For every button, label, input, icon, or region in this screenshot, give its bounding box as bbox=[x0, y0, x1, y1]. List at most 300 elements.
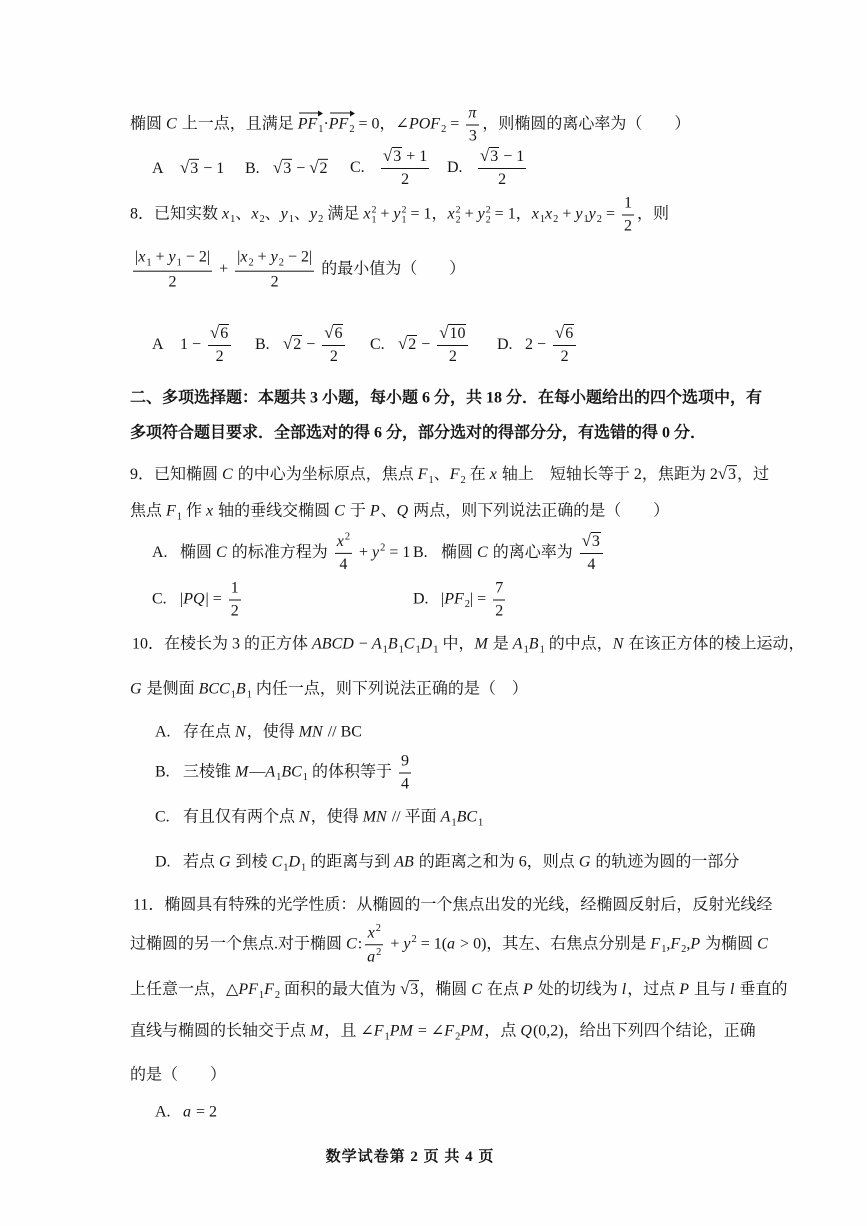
text-run: 2 bbox=[319, 159, 328, 177]
superscript: 2 bbox=[380, 542, 386, 554]
text-run: 的是（ ） bbox=[130, 1066, 227, 1084]
text-run: = 2 bbox=[192, 1103, 218, 1121]
text-run: | bbox=[135, 248, 139, 266]
variable-symbol: AB bbox=[394, 853, 414, 871]
question-8-option-d bbox=[497, 323, 579, 367]
text-run: 是 bbox=[488, 635, 513, 653]
math-variable bbox=[545, 205, 559, 226]
fraction-denominator bbox=[622, 216, 634, 237]
text-run: 9 bbox=[401, 752, 409, 770]
option-expression bbox=[183, 1103, 217, 1120]
fraction-denominator bbox=[437, 346, 468, 367]
question-10-stem-line-2 bbox=[130, 678, 528, 703]
text-run: 的离心率为 bbox=[488, 543, 577, 561]
text-run: ，则椭圆的离心率为（ ） bbox=[482, 115, 691, 133]
option-expression bbox=[525, 323, 579, 365]
math-variable bbox=[394, 854, 415, 871]
text-run: 焦点 bbox=[130, 502, 167, 520]
subscript: 1 bbox=[384, 1031, 390, 1043]
variable-symbol: x bbox=[336, 533, 344, 551]
subscript: 2 bbox=[349, 124, 355, 136]
fraction-denominator bbox=[235, 271, 314, 292]
math-variable bbox=[310, 205, 324, 226]
variable-symbol: x bbox=[363, 205, 371, 223]
text-run: | bbox=[441, 590, 445, 608]
text-run: 7 bbox=[495, 579, 504, 597]
variable-symbol: x bbox=[240, 248, 248, 266]
subscript: 2 bbox=[485, 214, 491, 226]
variable-symbol: F bbox=[444, 1022, 455, 1040]
text-run: + bbox=[460, 205, 478, 223]
radicand bbox=[407, 335, 417, 353]
option-label: C. bbox=[350, 158, 365, 176]
subscript: 1 bbox=[230, 689, 236, 701]
subscript: 1 bbox=[523, 644, 529, 656]
subscript: 1 bbox=[276, 772, 282, 784]
fraction-numerator bbox=[381, 146, 429, 169]
text-run: = 1， bbox=[490, 205, 532, 223]
radicand bbox=[591, 532, 601, 550]
math-variable bbox=[690, 936, 701, 953]
subscript: 1 bbox=[583, 214, 589, 226]
text-run: 在点 bbox=[482, 981, 523, 999]
math-variable bbox=[447, 936, 456, 953]
square-root bbox=[400, 981, 419, 998]
text-run: 1 bbox=[230, 579, 239, 597]
subscript: 1 bbox=[539, 644, 545, 656]
radicand bbox=[448, 324, 466, 342]
text-run: 9．已知椭圆 bbox=[130, 466, 223, 484]
fraction-numerator bbox=[335, 531, 352, 554]
square-root bbox=[283, 333, 302, 353]
math-variable bbox=[449, 466, 466, 486]
radical-sign: √ bbox=[398, 333, 408, 353]
variable-symbol: F bbox=[650, 935, 661, 953]
text-run: 4 bbox=[401, 775, 409, 793]
math-variable bbox=[444, 590, 470, 611]
variable-symbol: M bbox=[474, 635, 488, 653]
variable-symbol: ABCD bbox=[312, 635, 354, 653]
radical-sign: √ bbox=[581, 531, 591, 550]
math-variable bbox=[168, 248, 182, 269]
superscript: 2 bbox=[485, 204, 491, 216]
subscript: 1 bbox=[398, 644, 404, 656]
text-run: 、 bbox=[380, 502, 397, 520]
fraction bbox=[322, 323, 345, 367]
math-variable bbox=[490, 466, 498, 483]
text-run: > 0)，其左、右焦点分别是 bbox=[456, 935, 651, 953]
text-run: , bbox=[686, 935, 691, 953]
square-root bbox=[439, 325, 466, 342]
text-run: // BC bbox=[323, 723, 362, 741]
text-run: 6 bbox=[220, 325, 229, 342]
question-9-option-d bbox=[413, 579, 508, 622]
fraction bbox=[493, 579, 505, 622]
variable-symbol: y bbox=[403, 935, 411, 953]
text-run: ，使得 bbox=[246, 723, 299, 741]
superscript: 2 bbox=[371, 204, 377, 216]
fraction-denominator bbox=[208, 346, 231, 367]
radical-sign: √ bbox=[555, 323, 565, 342]
math-variable bbox=[447, 204, 461, 226]
vector bbox=[329, 110, 355, 137]
question-11-stem-line-5 bbox=[130, 1063, 226, 1086]
subscript: 2 bbox=[278, 257, 284, 269]
text-run: | bbox=[237, 248, 241, 266]
variable-symbol: F bbox=[373, 1022, 384, 1040]
text-run: = 0，∠ bbox=[354, 115, 409, 133]
math-variable bbox=[403, 635, 421, 656]
text-run: · bbox=[323, 115, 329, 133]
radicand bbox=[564, 324, 574, 342]
variable-symbol: P bbox=[679, 981, 690, 999]
math-variable bbox=[393, 204, 407, 226]
option-label: C. bbox=[155, 808, 170, 826]
math-variable bbox=[477, 544, 489, 561]
math-variable bbox=[334, 503, 346, 520]
question-7-option-c bbox=[350, 146, 432, 190]
radicand bbox=[727, 465, 737, 483]
text-run: ，椭圆 bbox=[419, 981, 472, 999]
square-root bbox=[383, 148, 402, 165]
option-expression bbox=[441, 531, 606, 573]
variable-symbol: PM bbox=[389, 1022, 413, 1040]
variable-symbol: B bbox=[235, 680, 246, 698]
math-variable bbox=[216, 544, 228, 561]
variable-symbol: x bbox=[138, 248, 146, 266]
text-run: 且与 bbox=[690, 981, 731, 999]
fraction-numerator bbox=[365, 922, 383, 945]
math-variable bbox=[372, 544, 385, 561]
text-run: 处的切线为 bbox=[533, 981, 622, 999]
text-run: — bbox=[249, 763, 266, 781]
variable-symbol: y bbox=[588, 205, 596, 223]
option-label: D. bbox=[413, 590, 429, 608]
option-expression bbox=[183, 853, 740, 874]
square-root bbox=[582, 533, 601, 550]
subscript: 1 bbox=[302, 772, 308, 784]
variable-symbol: P bbox=[369, 502, 380, 520]
option-expression bbox=[180, 323, 234, 365]
text-run: + bbox=[355, 543, 373, 561]
math-variable bbox=[166, 502, 182, 523]
variable-symbol: D bbox=[420, 635, 433, 653]
variable-symbol: y bbox=[168, 248, 176, 266]
text-run: = ∠ bbox=[413, 1022, 445, 1040]
fraction-numerator bbox=[229, 579, 241, 601]
subscript: 1 bbox=[401, 214, 407, 226]
question-9-option-a bbox=[152, 531, 410, 575]
text-run: 2 bbox=[560, 348, 569, 365]
text-run: 的中心为坐标原点，焦点 bbox=[233, 466, 418, 484]
question-9-stem-line-1 bbox=[130, 462, 769, 488]
superscript: 2 bbox=[375, 923, 381, 935]
variable-symbol: C bbox=[216, 543, 227, 561]
radicand bbox=[219, 324, 229, 342]
text-run: 2 bbox=[329, 348, 338, 365]
text-run: 、 bbox=[264, 205, 281, 223]
subscript: 1 bbox=[428, 474, 434, 486]
radical-sign: √ bbox=[210, 323, 220, 342]
text-run: 2 − bbox=[525, 335, 551, 353]
question-7-option-d bbox=[447, 146, 529, 190]
math-variable bbox=[474, 636, 488, 653]
variable-symbol: PM bbox=[460, 1022, 484, 1040]
variable-symbol: N bbox=[299, 808, 310, 826]
text-run: − 2| bbox=[283, 248, 313, 266]
question-10-option-c bbox=[155, 806, 483, 831]
radical-sign: √ bbox=[480, 146, 490, 165]
radical-sign: √ bbox=[180, 157, 190, 177]
math-variable bbox=[166, 116, 178, 133]
math-variable bbox=[270, 248, 284, 269]
variable-symbol: C bbox=[334, 502, 345, 520]
subscript: 2 bbox=[274, 989, 281, 1001]
square-root bbox=[324, 325, 343, 342]
subscript: 1 bbox=[318, 124, 324, 136]
radical-sign: √ bbox=[439, 323, 449, 342]
page-footer: 数学试卷第 2 页 共 4 页 bbox=[325, 1149, 495, 1166]
fraction-denominator bbox=[381, 169, 429, 190]
text-run: 2 bbox=[215, 348, 224, 365]
text-run: 3 bbox=[190, 159, 199, 177]
question-10-stem-line-1 bbox=[132, 633, 804, 658]
radicand bbox=[489, 147, 499, 165]
text-run: = 1( bbox=[416, 935, 448, 953]
vector bbox=[298, 110, 324, 137]
text-run: = 1， bbox=[406, 205, 448, 223]
text-run: 2 bbox=[293, 335, 302, 353]
text-run: 过椭圆的另一个焦点.对于椭圆 bbox=[130, 935, 347, 953]
math-variable bbox=[440, 808, 457, 829]
variable-symbol: y bbox=[372, 543, 380, 561]
math-variable bbox=[235, 680, 252, 701]
math-variable bbox=[363, 809, 388, 826]
option-expression bbox=[183, 808, 484, 829]
text-run: 4 bbox=[587, 556, 596, 573]
variable-symbol: C bbox=[403, 635, 415, 653]
variable-symbol: C bbox=[757, 935, 768, 953]
option-label: B. bbox=[155, 763, 170, 781]
math-variable bbox=[222, 466, 234, 483]
variable-symbol: PF bbox=[444, 590, 464, 608]
subscript: 2 bbox=[318, 214, 324, 226]
math-variable bbox=[370, 503, 381, 520]
math-variable bbox=[420, 635, 439, 656]
subscript: 2 bbox=[460, 474, 466, 486]
subscript: 1 bbox=[146, 257, 152, 269]
variable-symbol: BC bbox=[281, 763, 302, 781]
fraction-denominator bbox=[466, 126, 479, 147]
question-11-stem-line-1 bbox=[133, 893, 772, 916]
text-run: ，过 bbox=[737, 466, 770, 484]
radicand bbox=[392, 147, 402, 165]
square-root bbox=[555, 325, 574, 342]
math-variable bbox=[670, 935, 687, 956]
variable-symbol: l bbox=[621, 981, 627, 999]
math-variable bbox=[588, 205, 602, 226]
math-variable bbox=[390, 1023, 414, 1040]
fraction bbox=[133, 248, 212, 293]
variable-symbol: F bbox=[166, 502, 176, 520]
question-8-stem-line-1 bbox=[130, 194, 669, 237]
text-run: − bbox=[354, 635, 372, 653]
question-11-stem-line-3 bbox=[130, 977, 788, 1003]
fraction bbox=[335, 531, 352, 575]
fraction-denominator bbox=[365, 946, 383, 968]
subscript: 1 bbox=[258, 989, 265, 1001]
superscript: 2 bbox=[411, 934, 417, 946]
variable-symbol: Q bbox=[520, 1022, 532, 1040]
math-variable bbox=[387, 635, 404, 656]
fraction-denominator bbox=[229, 601, 241, 622]
text-run: 3 bbox=[283, 159, 292, 177]
text-run: 满足 bbox=[323, 205, 364, 223]
radical-sign: √ bbox=[400, 979, 410, 999]
math-variable bbox=[367, 949, 381, 966]
math-variable bbox=[183, 1103, 192, 1120]
option-label: A. bbox=[155, 1103, 171, 1121]
text-run: 6 bbox=[334, 325, 343, 342]
variable-symbol: x bbox=[222, 205, 230, 223]
math-variable bbox=[281, 763, 308, 784]
text-run: , bbox=[666, 935, 671, 953]
variable-symbol: D bbox=[288, 853, 301, 871]
math-variable bbox=[183, 591, 205, 608]
variable-symbol: N bbox=[235, 723, 246, 741]
radical-sign: √ bbox=[273, 157, 283, 177]
text-run: 中， bbox=[438, 635, 475, 653]
subscript: 1 bbox=[478, 817, 484, 829]
text-run: 3 bbox=[591, 533, 600, 550]
square-root bbox=[309, 157, 328, 177]
text-run: 内任一点，则下列说法正确的是（ ） bbox=[251, 680, 528, 698]
text-run: ，点 bbox=[484, 1022, 521, 1040]
fraction-numerator bbox=[208, 323, 231, 346]
variable-symbol: x bbox=[531, 205, 539, 223]
fraction-numerator bbox=[235, 248, 314, 272]
option-label: D. bbox=[447, 158, 463, 176]
math-variable bbox=[397, 503, 410, 520]
text-run: ，则 bbox=[637, 205, 670, 223]
fraction-numerator bbox=[466, 104, 479, 126]
math-variable bbox=[371, 635, 388, 656]
math-variable bbox=[373, 1022, 390, 1043]
variable-symbol: l bbox=[730, 981, 735, 999]
variable-symbol: N bbox=[612, 635, 624, 653]
variable-symbol: F bbox=[264, 981, 274, 999]
question-9-option-c bbox=[152, 579, 244, 622]
math-variable bbox=[235, 764, 249, 781]
subscript: 2 bbox=[455, 1031, 461, 1043]
math-variable bbox=[523, 981, 534, 998]
math-variable bbox=[271, 853, 289, 874]
square-root bbox=[180, 157, 199, 177]
math-variable bbox=[138, 248, 152, 269]
text-run: = 1 bbox=[385, 543, 411, 561]
math-variable bbox=[408, 115, 447, 136]
variable-symbol: Q bbox=[396, 502, 409, 520]
variable-symbol: G bbox=[130, 680, 142, 698]
text-run: | = bbox=[205, 590, 226, 608]
variable-symbol: PF bbox=[328, 115, 349, 133]
variable-symbol: MN bbox=[298, 723, 323, 741]
square-root bbox=[480, 148, 499, 165]
subscript: 1 bbox=[539, 214, 546, 226]
text-run: 2 bbox=[624, 217, 633, 235]
text-run: + bbox=[253, 248, 271, 266]
radical-sign: √ bbox=[324, 323, 334, 342]
subscript: 1 bbox=[176, 257, 182, 269]
subscript: 1 bbox=[371, 214, 377, 226]
radicand bbox=[409, 980, 419, 998]
fraction-numerator bbox=[437, 323, 468, 346]
question-7-option-a bbox=[152, 156, 224, 180]
fraction-denominator bbox=[399, 774, 411, 795]
text-run: : bbox=[357, 935, 363, 953]
text-run: 存在点 bbox=[183, 723, 236, 741]
radicand bbox=[333, 324, 343, 342]
variable-symbol: x bbox=[251, 205, 259, 223]
option-expression bbox=[183, 723, 362, 740]
subscript: 1 bbox=[433, 644, 439, 656]
radicand bbox=[189, 159, 199, 177]
math-variable bbox=[130, 681, 143, 698]
variable-symbol: a bbox=[183, 1103, 191, 1121]
option-label: B. bbox=[245, 159, 260, 177]
math-variable bbox=[368, 925, 381, 942]
text-run: 、 bbox=[235, 205, 252, 223]
variable-symbol: x bbox=[545, 205, 553, 223]
variable-symbol: C bbox=[471, 981, 482, 999]
option-label: C. bbox=[370, 335, 385, 353]
math-variable bbox=[265, 763, 282, 784]
variable-symbol: F bbox=[670, 935, 681, 953]
subscript: 1 bbox=[246, 689, 252, 701]
variable-symbol: G bbox=[219, 853, 231, 871]
fraction-denominator bbox=[553, 346, 576, 367]
question-11-stem-line-4 bbox=[130, 1020, 756, 1045]
text-run: + bbox=[386, 935, 404, 953]
math-variable bbox=[219, 854, 232, 871]
square-root bbox=[273, 157, 292, 177]
text-run: 面积的最大值为 bbox=[280, 981, 401, 999]
fraction bbox=[466, 104, 479, 147]
superscript: 2 bbox=[455, 204, 461, 216]
text-run: 有且仅有两个点 bbox=[183, 808, 300, 826]
subscript: 2 bbox=[596, 214, 602, 226]
math-variable bbox=[264, 981, 281, 1001]
option-expression bbox=[273, 157, 328, 177]
math-variable bbox=[757, 936, 769, 953]
fraction-numerator bbox=[580, 531, 603, 554]
subscript: 1 bbox=[382, 644, 388, 656]
question-7-option-b bbox=[245, 156, 328, 180]
text-run: 4 bbox=[339, 556, 348, 574]
text-run: 3 bbox=[410, 981, 419, 999]
question-8-option-b bbox=[255, 323, 348, 367]
text-run: = bbox=[446, 115, 464, 133]
question-10-option-a bbox=[155, 720, 362, 743]
variable-symbol: F bbox=[417, 466, 428, 484]
text-run: 3 bbox=[468, 127, 477, 145]
option-label: C. bbox=[152, 590, 167, 608]
option-label: A. bbox=[155, 723, 171, 741]
math-variable bbox=[310, 1023, 324, 1040]
option-label: A bbox=[152, 335, 164, 353]
fraction-denominator bbox=[335, 554, 352, 575]
square-root bbox=[210, 325, 229, 342]
